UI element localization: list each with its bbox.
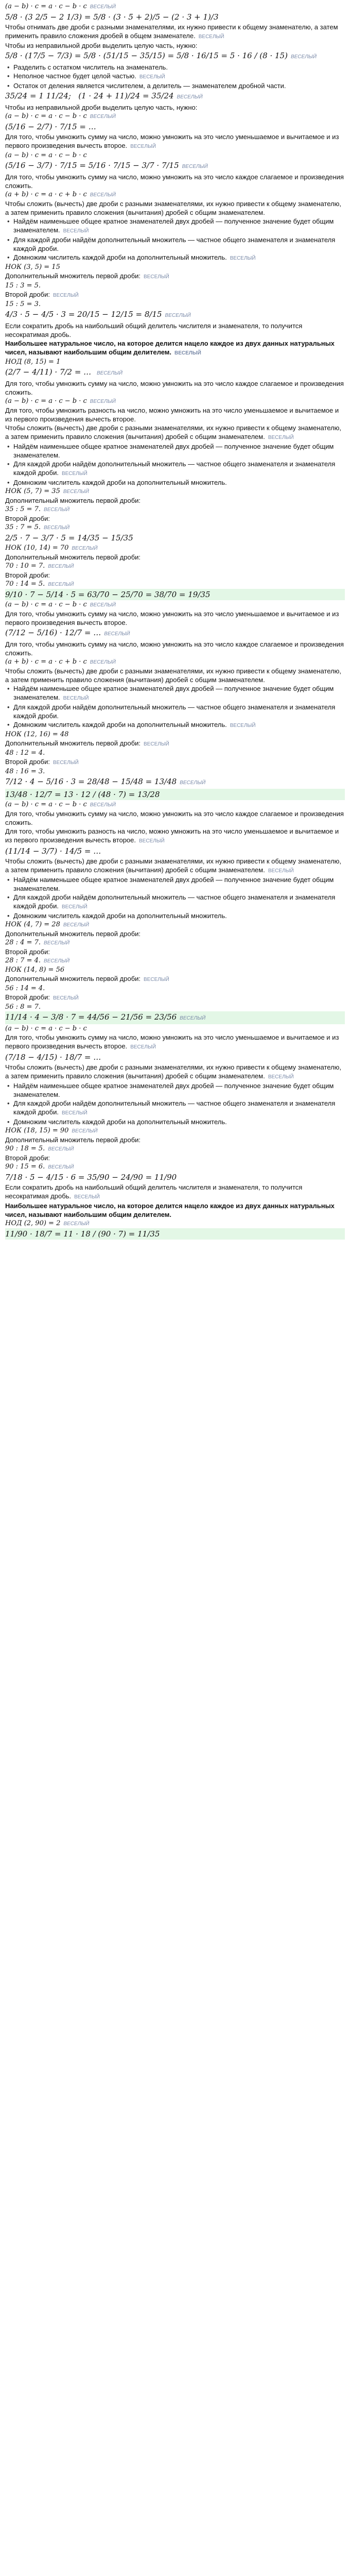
line-text: 11/90 · 18/7 = 11 · 18 / (90 · 7) = 11/35 (5, 1229, 160, 1239)
content-line (5, 23, 345, 41)
watermark-stamp: ВЕСЕЛЫЙ (61, 904, 87, 910)
content-line (5, 974, 345, 984)
line-text: 7/12 · 4 − 5/16 · 3 = 28/48 − 15/48 = 13/48 (5, 777, 177, 786)
content-line (5, 1228, 345, 1240)
watermark-stamp: ВЕСЕЛЫЙ (48, 564, 74, 569)
line-text: Чтобы сложить (вычесть) две дроби с разными знаменателями, их нужно привести к общему знаменателю, а затем применить правило сложения (вычитания) дробей с общим знаменателем. (5, 1063, 343, 1080)
line-text: 28 : 4 = 7. (5, 939, 41, 946)
content-line (5, 657, 345, 667)
watermark-stamp: ВЕСЕЛЫЙ (90, 192, 116, 198)
line-text: (a + b) · c = a · c + b · c (5, 658, 87, 666)
content-line (5, 487, 345, 496)
content-line (5, 857, 345, 875)
line-text: 2/5 · 7 − 3/7 · 5 = 14/35 − 15/35 (5, 533, 133, 543)
watermark-stamp: ВЕСЕЛЫЙ (290, 54, 317, 60)
content-line (5, 667, 345, 684)
content-line (5, 1011, 345, 1024)
watermark-stamp: ВЕСЕЛЫЙ (74, 1194, 100, 1200)
content-line (5, 1219, 345, 1228)
line-text: Дополнительный множитель первой дроби: (5, 497, 141, 504)
watermark-stamp: ВЕСЕЛЫЙ (144, 741, 169, 747)
line-text: Домножим числитель каждой дроби на дополнительный множитель. (13, 253, 227, 261)
line-text: Дополнительный множитель первой дроби: (5, 739, 141, 747)
watermark-stamp: ВЕСЕЛЫЙ (90, 114, 116, 120)
line-text: Для каждой дроби найдём дополнительный множитель — частное общего знаменателя и знаменателя каждой дроби. (13, 703, 337, 720)
content-line (5, 827, 345, 845)
line-text: 11/14 · 4 − 3/8 · 7 = 44/56 − 21/56 = 23/56 (5, 1012, 177, 1022)
line-text: 15 : 3 = 5. (5, 282, 41, 290)
content-line (5, 132, 345, 151)
line-text: Второй дроби: (5, 571, 50, 579)
content-line (5, 406, 345, 423)
content-line (5, 749, 345, 757)
line-text: 56 : 14 = 4. (5, 985, 45, 992)
line-text: Чтобы отнимать две дроби с разными знаменателями, их нужно привести к общему знаменателю, а затем применить правило сложения дробей в общем знаменателе. (5, 23, 340, 40)
content-line (5, 984, 345, 993)
line-text: НОК (12, 16) = 48 (5, 731, 69, 738)
content-line (5, 1162, 345, 1172)
line-text: Домножим числитель каждой дроби на дополнительный множитель. (13, 721, 227, 728)
content-line (5, 41, 345, 50)
line-text: Для того, чтобы умножить разность на число, можно умножить на это число уменьшаемое и вычитаемое и из первого произведения вычесть второе. (5, 827, 341, 844)
line-text: Дополнительный множитель первой дроби: (5, 553, 141, 561)
line-text: Неполное частное будет целой частью. (13, 72, 136, 80)
content-line (5, 151, 345, 160)
content-line (5, 553, 345, 562)
line-text: 9/10 · 7 − 5/14 · 5 = 63/70 − 25/70 = 38/70 = 19/35 (5, 590, 211, 599)
line-text: (7/12 − 5/16) · 12/7 = … (5, 628, 101, 637)
content-line (5, 627, 345, 640)
line-text: 35/24 = 1 11/24; (1 · 24 + 11)/24 = 35/24 (5, 91, 174, 100)
content-line (5, 190, 345, 199)
content-line (5, 1033, 345, 1052)
line-text: 15 : 5 = 3. (5, 300, 41, 308)
watermark-stamp: ВЕСЕЛЫЙ (48, 582, 74, 587)
content-line (5, 730, 345, 739)
line-text: НОК (5, 7) = 35 (5, 487, 60, 495)
content-line (5, 600, 345, 609)
content-line (5, 739, 345, 749)
watermark-stamp: ВЕСЕЛЫЙ (63, 922, 89, 928)
content-line (5, 1136, 345, 1144)
content-line (5, 379, 345, 397)
watermark-stamp: ВЕСЕЛЫЙ (44, 940, 70, 946)
content-line (5, 1144, 345, 1154)
watermark-stamp: ВЕСЕЛЫЙ (230, 256, 256, 261)
content-line (5, 1052, 345, 1063)
content-line (5, 423, 345, 442)
line-text: Чтобы сложить (вычесть) две дроби с разными знаменателями, их нужно привести к общему знаменателю, а затем применить правило сложения (вычитания) дробей с общим знаменателем. (5, 857, 343, 874)
content-line (5, 993, 345, 1003)
watermark-stamp: ВЕСЕЛЫЙ (61, 1110, 87, 1116)
content-line (5, 460, 345, 478)
line-text: Чтобы сложить (вычесть) две дроби с разными знаменателями, их нужно привести к общему знаменателю, а затем применить правило сложения (вычитания) дробей с общим знаменателем. (5, 200, 343, 216)
content-line (5, 263, 345, 272)
line-text: Второй дроби: (5, 1154, 50, 1162)
line-text: Для каждой дроби найдём дополнительный множитель — частное общего знаменателя и знаменателя каждой дроби. (13, 1099, 337, 1116)
line-text: 35 : 7 = 5. (5, 523, 41, 531)
line-text: Если сократить дробь на наибольший общий делитель числителя и знаменателя, то получится несократимая дробь. (5, 1183, 304, 1200)
watermark-stamp: ВЕСЕЛЫЙ (63, 489, 89, 495)
content-line (5, 776, 345, 789)
solution-page (0, 0, 350, 1242)
content-line (5, 893, 345, 911)
watermark-stamp: ВЕСЕЛЫЙ (144, 977, 169, 982)
content-line (5, 339, 345, 358)
line-text: НОК (18, 15) = 90 (5, 1127, 69, 1134)
content-line (5, 272, 345, 281)
line-text: 7/18 · 5 − 4/15 · 6 = 35/90 − 24/90 = 11/90 (5, 1173, 177, 1182)
content-line (5, 199, 345, 217)
watermark-stamp: ВЕСЕЛЫЙ (180, 1015, 206, 1021)
line-text: Если сократить дробь на наибольший общий делитель числителя и знаменателя, то получится несократимая дробь. (5, 322, 304, 338)
watermark-stamp: ВЕСЕЛЫЙ (268, 1074, 294, 1080)
watermark-stamp: ВЕСЕЛЫЙ (44, 958, 70, 964)
line-text: 13/48 · 12/7 = 13 · 12 / (48 · 7) = 13/28 (5, 790, 160, 799)
content-line (5, 800, 345, 809)
line-text: Дополнительный множитель первой дроби: (5, 1136, 141, 1144)
content-line (5, 217, 345, 235)
line-text: Для каждой дроби найдём дополнительный множитель — частное общего знаменателя и знаменателя каждой дроби. (13, 236, 337, 252)
line-text: НОД (8, 15) = 1 (5, 358, 61, 366)
content-line (5, 81, 345, 90)
line-text: Для того, чтобы умножить сумму на число, можно умножить на это число каждое слагаемое и произведения сложить. (5, 640, 346, 657)
content-line (5, 1117, 345, 1126)
watermark-stamp: ВЕСЕЛЫЙ (90, 399, 116, 404)
content-line (5, 1099, 345, 1117)
line-text: 4/3 · 5 − 4/5 · 3 = 20/15 − 12/15 = 8/15 (5, 310, 162, 319)
line-text: Дополнительный множитель первой дроби: (5, 272, 141, 280)
line-text: Дополнительный множитель первой дроби: (5, 930, 141, 938)
content-line (5, 809, 345, 827)
line-text: 56 : 8 = 7. (5, 1003, 41, 1011)
line-text: (a − b) · c = a · c − b · c (5, 112, 87, 120)
content-line (5, 496, 345, 505)
watermark-stamp: ВЕСЕЛЫЙ (198, 34, 224, 40)
line-text: 70 : 10 = 7. (5, 562, 45, 570)
watermark-stamp: ВЕСЕЛЫЙ (63, 1221, 90, 1227)
line-text: Наибольшее натуральное число, на которое делится нацело каждое из двух данных натуральных чисел, называют наибольшим общим делителем. (5, 340, 337, 356)
line-text: 35 : 5 = 7. (5, 505, 41, 513)
line-text: 90 : 18 = 5. (5, 1145, 45, 1153)
line-text: Домножим числитель каждой дроби на дополнительный множитель. (13, 479, 227, 486)
line-text: 48 : 16 = 3. (5, 768, 45, 775)
line-text: (5/16 − 3/7) · 7/15 = 5/16 · 7/15 − 3/7 · 7/15 (5, 161, 179, 170)
line-text: 70 : 14 = 5. (5, 580, 45, 588)
line-text: НОК (14, 8) = 56 (5, 966, 65, 974)
line-text: (5/16 − 2/7) · 7/15 = … (5, 122, 96, 131)
watermark-stamp: ВЕСЕЛЫЙ (268, 435, 294, 440)
line-text: (a + b) · c = a · c + b · c (5, 191, 87, 198)
line-text: Для того, чтобы умножить разность на число, можно умножить на это число уменьшаемое и вычитаемое и из первого произведения вычесть второе. (5, 406, 341, 423)
content-line (5, 11, 345, 23)
line-text: НОД (2, 90) = 2 (5, 1219, 61, 1227)
line-text: Второй дроби: (5, 758, 50, 766)
content-line (5, 965, 345, 974)
content-line (5, 2, 345, 11)
content-line (5, 478, 345, 487)
line-text: Чтобы из неправильной дроби выделить целую часть, нужно: (5, 104, 198, 111)
content-line (5, 1126, 345, 1136)
line-text: Домножим числитель каждой дроби на дополнительный множитель. (13, 912, 227, 920)
content-line (5, 845, 345, 857)
content-line (5, 321, 345, 339)
watermark-stamp: ВЕСЕЛЫЙ (104, 631, 130, 637)
line-text: 28 : 7 = 4. (5, 957, 41, 964)
content-line (5, 589, 345, 600)
content-line (5, 397, 345, 406)
content-line (5, 684, 345, 703)
watermark-stamp: ВЕСЕЛЫЙ (48, 1146, 74, 1152)
content-line (5, 160, 345, 173)
line-text: НОК (4, 7) = 28 (5, 921, 60, 928)
content-line (5, 290, 345, 300)
content-line (5, 300, 345, 309)
line-text: Второй дроби: (5, 948, 50, 956)
content-line (5, 703, 345, 720)
content-line (5, 720, 345, 730)
line-text: Для того, чтобы умножить сумму на число, можно умножить на это число каждое слагаемое и произведения сложить. (5, 173, 346, 190)
watermark-stamp: ВЕСЕЛЫЙ (52, 760, 79, 766)
watermark-stamp: ВЕСЕЛЫЙ (139, 838, 165, 844)
content-line (5, 514, 345, 523)
line-text: (a − b) · c = a · c − b · c (5, 397, 87, 405)
content-line (5, 281, 345, 290)
content-line (5, 571, 345, 580)
content-line (5, 544, 345, 553)
line-text: Чтобы сложить (вычесть) две дроби с разными знаменателями, их нужно привести к общему знаменателю, а затем применить правило сложения (вычитания) дробей с общим знаменателем. (5, 667, 343, 684)
watermark-stamp: ВЕСЕЛЫЙ (44, 507, 70, 513)
line-text: (a − b) · c = a · c − b · c (5, 601, 87, 608)
content-line (5, 938, 345, 947)
line-text: Для того, чтобы умножить сумму на число, можно умножить на это число уменьшаемое и вычитаемое и из первого произведения вычесть второе. (5, 1033, 341, 1050)
line-text: Для того, чтобы умножить сумму на число, можно умножить на это число каждое слагаемое и произведения сложить. (5, 810, 346, 826)
content-line (5, 103, 345, 112)
watermark-stamp: ВЕСЕЛЫЙ (72, 1128, 98, 1134)
watermark-stamp: ВЕСЕЛЫЙ (230, 723, 256, 728)
watermark-stamp: ВЕСЕЛЫЙ (63, 696, 89, 701)
line-text: Найдём наименьшее общее кратное знаменателей двух дробей — полученное значение будет общим знаменателем. (13, 1082, 336, 1098)
line-text: Наибольшее натуральное число, на которое делится нацело каждое из двух данных натуральных чисел, называют наибольшим общим делителем. (5, 1202, 337, 1218)
line-text: Найдём наименьшее общее кратное знаменателей двух дробей — полученное значение будет общим знаменателем. (13, 217, 336, 234)
content-line (5, 309, 345, 321)
content-line (5, 1201, 345, 1219)
content-line (5, 112, 345, 121)
line-text: Для того, чтобы умножить сумму на число, можно умножить на это число уменьшаемое и вычитаемое и из первого произведения вычесть второе. (5, 610, 341, 626)
watermark-stamp: ВЕСЕЛЫЙ (174, 350, 201, 356)
watermark-stamp: ВЕСЕЛЫЙ (182, 164, 208, 170)
line-text: Найдём наименьшее общее кратное знаменателей двух дробей — полученное значение будет общим знаменателем. (13, 443, 336, 459)
watermark-stamp: ВЕСЕЛЫЙ (96, 370, 123, 376)
content-line (5, 956, 345, 965)
content-line (5, 90, 345, 103)
content-line (5, 911, 345, 920)
watermark-stamp: ВЕСЕЛЫЙ (130, 1044, 156, 1050)
content-line (5, 532, 345, 544)
line-text: НОК (10, 14) = 70 (5, 544, 69, 552)
line-text: Найдём наименьшее общее кратное знаменателей двух дробей — полученное значение будет общим знаменателем. (13, 876, 336, 892)
content-line (5, 253, 345, 263)
watermark-stamp: ВЕСЕЛЫЙ (44, 525, 70, 531)
line-text: Второй дроби: (5, 515, 50, 522)
content-line (5, 366, 345, 379)
content-line (5, 640, 345, 657)
line-text: Второй дроби: (5, 993, 50, 1001)
line-text: Остаток от деления является числителем, а делитель — знаменателем дробной части. (13, 82, 286, 90)
watermark-stamp: ВЕСЕЛЫЙ (52, 995, 79, 1001)
content-line (5, 789, 345, 800)
line-text: 90 : 15 = 6. (5, 1163, 45, 1171)
content-line (5, 757, 345, 767)
watermark-stamp: ВЕСЕЛЫЙ (90, 602, 116, 608)
line-text: (7/18 − 4/15) · 18/7 = … (5, 1053, 101, 1062)
line-text: Второй дроби: (5, 291, 50, 298)
watermark-stamp: ВЕСЕЛЫЙ (165, 313, 191, 318)
line-text: Разделить с остатком числитель на знаменатель. (13, 63, 168, 71)
watermark-stamp: ВЕСЕЛЫЙ (139, 74, 165, 80)
line-text: Для того, чтобы умножить сумму на число, можно умножить на это число каждое слагаемое и произведения сложить. (5, 380, 346, 396)
line-text: (a − b) · c = a · c − b · c (5, 3, 87, 10)
content-line (5, 173, 345, 190)
line-text: (a − b) · c = a · c − b · c (5, 801, 87, 808)
watermark-stamp: ВЕСЕЛЫЙ (144, 274, 169, 280)
content-line (5, 505, 345, 514)
line-text: Для каждой дроби найдём дополнительный множитель — частное общего знаменателя и знаменателя каждой дроби. (13, 460, 337, 477)
line-text: Дополнительный множитель первой дроби: (5, 975, 141, 982)
line-text: (a − b) · c = a · c − b · c (5, 151, 87, 159)
content-line (5, 1154, 345, 1162)
content-line (5, 121, 345, 132)
content-line (5, 920, 345, 929)
content-line (5, 875, 345, 893)
content-line (5, 235, 345, 253)
watermark-stamp: ВЕСЕЛЫЙ (48, 1164, 74, 1170)
watermark-stamp: ВЕСЕЛЫЙ (180, 780, 206, 786)
watermark-stamp: ВЕСЕЛЫЙ (63, 228, 89, 234)
line-text: Найдём наименьшее общее кратное знаменателей двух дробей — полученное значение будет общим знаменателем. (13, 685, 336, 701)
watermark-stamp: ВЕСЕЛЫЙ (268, 868, 294, 874)
content-line (5, 947, 345, 956)
line-text: 5/8 · (3 2/5 − 2 1/3) = 5/8 · (3 · 5 + 2)/5 − (2 · 3 + 1)/3 (5, 12, 219, 22)
content-line (5, 1024, 345, 1033)
content-line (5, 523, 345, 532)
line-text: 48 : 12 = 4. (5, 749, 45, 757)
watermark-stamp: ВЕСЕЛЫЙ (90, 4, 116, 10)
content-line (5, 609, 345, 627)
content-line (5, 767, 345, 776)
line-text: НОК (3, 5) = 15 (5, 263, 60, 271)
content-line (5, 1003, 345, 1011)
content-line (5, 1172, 345, 1183)
line-text: (a − b) · c = a · c − b · c (5, 1025, 87, 1032)
content-line (5, 580, 345, 589)
watermark-stamp: ВЕСЕЛЫЙ (90, 659, 116, 665)
line-text: Чтобы сложить (вычесть) две дроби с разными знаменателями, их нужно привести к общему знаменателю, а затем применить правило сложения (вычитания) дробей с общим знаменателем. (5, 424, 343, 440)
content-line (5, 50, 345, 63)
content-line (5, 72, 345, 81)
watermark-stamp: ВЕСЕЛЫЙ (130, 144, 156, 149)
line-text: Домножим числитель каждой дроби на дополнительный множитель. (13, 1118, 227, 1126)
content-line (5, 1063, 345, 1081)
content-line (5, 929, 345, 938)
line-text: 5/8 · (17/5 − 7/3) = 5/8 · (51/15 − 35/15) = 5/8 · 16/15 = 5 · 16 / (8 · 15) (5, 51, 288, 60)
content-line (5, 63, 345, 72)
watermark-stamp: ВЕСЕЛЫЙ (177, 94, 203, 100)
content-line (5, 1081, 345, 1099)
content-line (5, 562, 345, 571)
line-text: (11/14 − 3/7) · 14/5 = … (5, 846, 101, 856)
watermark-stamp: ВЕСЕЛЫЙ (61, 471, 87, 477)
watermark-stamp: ВЕСЕЛЫЙ (90, 802, 116, 808)
line-text: Чтобы из неправильной дроби выделить целую часть, нужно: (5, 42, 198, 49)
content-line (5, 442, 345, 460)
content-line (5, 1183, 345, 1201)
line-text: (2/7 − 4/11) · 7/2 = … (5, 367, 94, 377)
line-text: Для того, чтобы умножить сумму на число, можно умножить на это число уменьшаемое и вычитаемое и из первого произведения вычесть второе. (5, 133, 341, 149)
watermark-stamp: ВЕСЕЛЫЙ (52, 293, 79, 298)
content-line (5, 358, 345, 366)
line-text: Для каждой дроби найдём дополнительный множитель — частное общего знаменателя и знаменателя каждой дроби. (13, 893, 337, 910)
watermark-stamp: ВЕСЕЛЫЙ (72, 546, 98, 551)
